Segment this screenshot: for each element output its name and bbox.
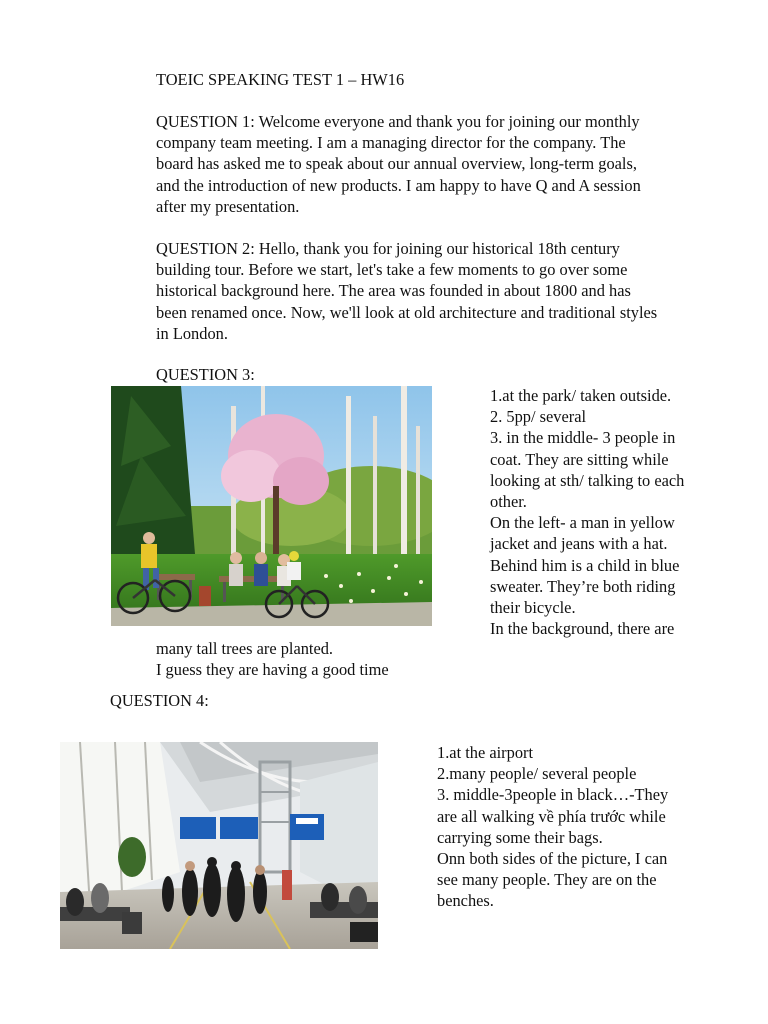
question-3-note-line: On the left- a man in yellow bbox=[490, 513, 675, 533]
question-4-note-line: 3. middle-3people in black…-They bbox=[437, 785, 669, 805]
question-3-note-line: Behind him is a child in blue bbox=[490, 555, 680, 575]
question-3-note-line: In the background, there are bbox=[490, 619, 675, 639]
question-3-heading: QUESTION 3: bbox=[156, 365, 255, 384]
question-4-note-line: benches. bbox=[437, 891, 494, 911]
question-3-note-line: sweater. They’re both riding bbox=[490, 576, 676, 596]
question-2-line: QUESTION 2: Hello, thank you for joining our historical 18th century bbox=[156, 239, 620, 258]
question-3-note-line: 2. 5pp/ several bbox=[490, 407, 587, 427]
question-1-line: QUESTION 1: Welcome everyone and thank you for joining our monthly bbox=[156, 112, 640, 131]
question-2-line: in London. bbox=[156, 323, 228, 343]
question-4-note-line: see many people. They are on the bbox=[437, 870, 657, 890]
question-4-note-line: 2.many people/ several people bbox=[437, 764, 637, 784]
question-4-note-line: carrying some their bags. bbox=[437, 827, 603, 847]
question-1-paragraph bbox=[156, 111, 641, 217]
question-1-line: company team meeting. I am a managing director for the company. The bbox=[156, 133, 626, 153]
question-3-notes bbox=[490, 385, 684, 639]
question-4-notes bbox=[437, 742, 668, 912]
question-4-note-line: 1.at the airport bbox=[437, 743, 534, 762]
question-1-line: after my presentation. bbox=[156, 196, 300, 216]
question-3-note-line: other. bbox=[490, 492, 527, 512]
question-3-continuation bbox=[156, 638, 389, 680]
question-3-continuation-line: many tall trees are planted. bbox=[156, 639, 334, 658]
question-4-note-line: are all walking về phía trước while bbox=[437, 806, 666, 826]
park-photo bbox=[111, 386, 432, 626]
question-1-line: board has asked me to speak about our annual overview, long-term goals, bbox=[156, 154, 637, 174]
question-2-paragraph bbox=[156, 238, 657, 344]
question-4-heading: QUESTION 4: bbox=[110, 691, 209, 710]
question-4-note-line: Onn both sides of the picture, I can bbox=[437, 849, 668, 869]
question-3-note-line: their bicycle. bbox=[490, 598, 576, 618]
question-3-note-line: 3. in the middle- 3 people in bbox=[490, 428, 676, 448]
question-2-line: building tour. Before we start, let's take a few moments to go over some bbox=[156, 260, 628, 280]
park-photo-illustration bbox=[111, 386, 432, 626]
question-2-line: historical background here. The area was founded in about 1800 and has bbox=[156, 281, 631, 301]
question-3-note-line: coat. They are sitting while bbox=[490, 449, 669, 469]
airport-photo-illustration bbox=[60, 742, 378, 949]
question-1-line: and the introduction of new products. I am happy to have Q and A session bbox=[156, 175, 641, 195]
question-2-line: been renamed once. Now, we'll look at old architecture and traditional styles bbox=[156, 302, 658, 322]
document-title: TOEIC SPEAKING TEST 1 – HW16 bbox=[156, 70, 405, 89]
question-3-note-line: 1.at the park/ taken outside. bbox=[490, 386, 672, 405]
question-3-continuation-line: I guess they are having a good time bbox=[156, 660, 389, 680]
airport-photo bbox=[60, 742, 378, 949]
question-3-note-line: jacket and jeans with a hat. bbox=[490, 534, 668, 554]
question-3-note-line: looking at sth/ talking to each bbox=[490, 470, 685, 490]
